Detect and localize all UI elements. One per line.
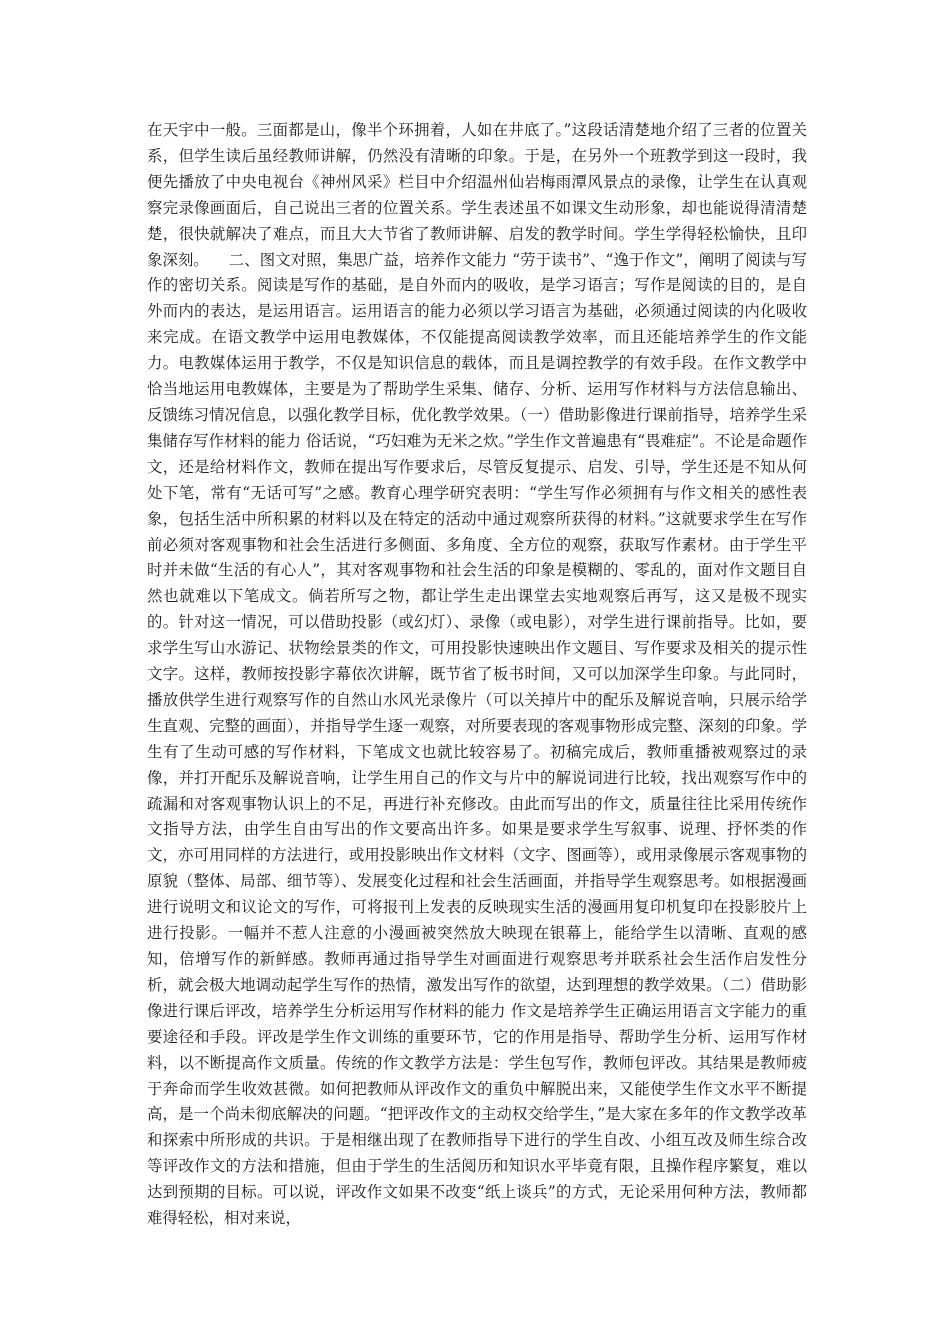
body-text: 在天宇中一般。三面都是山，像半个环拥着，人如在井底了。”这段话清楚地介绍了三者的位置关系，但学生读后虽经教师讲解，仍然没有清晰的印象。于是，在另外一个班教学到这一段时，我便先播放了中央电视台《神州风采》栏目中介绍温州仙岩梅雨潭风景点的录像，让学生在认真观察完录像画面后，自己说出三者的位置关系。学生表述虽不如课文生动形象，却也能说得清清楚楚，很快就解决了难点，而且大大节省了教师讲解、启发的教学时间。学生学得轻松愉快，且印象深刻。 二、图文对照，集思广益，培养作文能力 “劳于读书”、“逸于作文”，阐明了阅读与写作的密切关系。阅读是写作的基础，是自外而内的吸收，是学习语言；写作是阅读的目的，是自外而内的表达，是运用语言。运用语言的能力必须以学习语言为基础，必须通过阅读的内化吸收来完成。在语文教学中运用电教媒体，不仅能提高阅读教学效率，而且还能培养学生的作文能力。电教媒体运用于教学，不仅是知识信息的载体，而且是调控教学的有效手段。在作文教学中恰当地运用电教媒体，主要是为了帮助学生采集、储存、分析、运用写作材料与方法信息输出、反馈练习情况信息，以强化教学目标，优化教学效果。（一）借助影像进行课前指导，培养学生采集储存写作材料的能力 俗话说，“巧妇难为无米之炊。”学生作文普遍患有“畏难症”。不论是命题作文，还是给材料作文，教师在提出写作要求后，尽管反复提示、启发、引导，学生还是不知从何处下笔，常有“无话可写”之感。教育心理学研究表明：“学生写作必须拥有与作文相关的感性表象，包括生活中所积累的材料以及在特定的活动中通过观察所获得的材料。”这就要求学生在写作前必须对客观事物和社会生活进行多侧面、多角度、全方位的观察，获取写作素材。由于学生平时并未做“生活的有心人”，其对客观事物和社会生活的印象是模糊的、零乱的，面对作文题目自然也就难以下笔成文。倘若所写之物，都让学生走出课堂去实地观察后再写，这又是极不现实的。针对这一情况，可以借助投影（或幻灯）、录像（或电影），对学生进行课前指导。比如，要求学生写山水游记、状物绘景类的作文，可用投影快速映出作文题目、写作要求及相关的提示性文字。这样，教师按投影字幕依次讲解，既节省了板书时间，又可以加深学生印象。与此同时，播放供学生进行观察写作的自然山水风光录像片（可以关掉片中的配乐及解说音响，只展示给学生直观、完整的画面），并指导学生逐一观察，对所要表现的客观事物形成完整、深刻的印象。学生有了生动可感的写作材料，下笔成文也就比较容易了。初稿完成后，教师重播被观察过的录像，并打开配乐及解说音响，让学生用自己的作文与片中的解说词进行比较，找出观察写作中的疏漏和对客观事物认识上的不足，再进行补充修改。由此而写出的作文，质量往往比采用传统作文指导方法，由学生自由写出的作文要高出许多。如果是要求学生写叙事、说理、抒怀类的作文，亦可用同样的方法进行，或用投影映出作文材料（文字、图画等），或用录像展示客观事物的原貌（整体、局部、细节等）、发展变化过程和社会生活画面，并指导学生观察思考。如根据漫画进行说明文和议论文的写作，可将报刊上发表的反映现实生活的漫画用复印机复印在投影胶片上进行投影。一幅并不惹人注意的小漫画被突然放大映现在银幕上，能给学生以清晰、直观的感知，倍增写作的新鲜感。教师再通过指导学生对画面进行观察思考并联系社会生活作启发性分析，就会极大地调动起学生写作的热情，激发出写作的欲望，达到理想的教学效果。（二）借助影像进行课后评改，培养学生分析运用写作材料的能力 作文是培养学生正确运用语言文字能力的重要途径和手段。评改是学生作文训练的重要环节，它的作用是指导、帮助学生分析、运用写作材料，以不断提高作文质量。传统的作文教学方法是：学生包写作，教师包评改。其结果是教师疲于奔命而学生收效甚微。如何把教师从评改作文的重负中解脱出来，又能使学生作文水平不断提高，是一个尚未彻底解决的问题。“把评改作文的主动权交给学生，”是大家在多年的作文教学改革和探索中所形成的共识。于是相继出现了在教师指导下进行的学生自改、小组互改及师生综合改等评改作文的方法和措施，但由于学生的生活阅历和知识水平毕竟有限，且操作程序繁复，难以达到预期的目标。可以说，评改作文如果不改变“纸上谈兵”的方式，无论采用何种方法，教师都难得轻松，相对来说， [147,121,807,1228]
